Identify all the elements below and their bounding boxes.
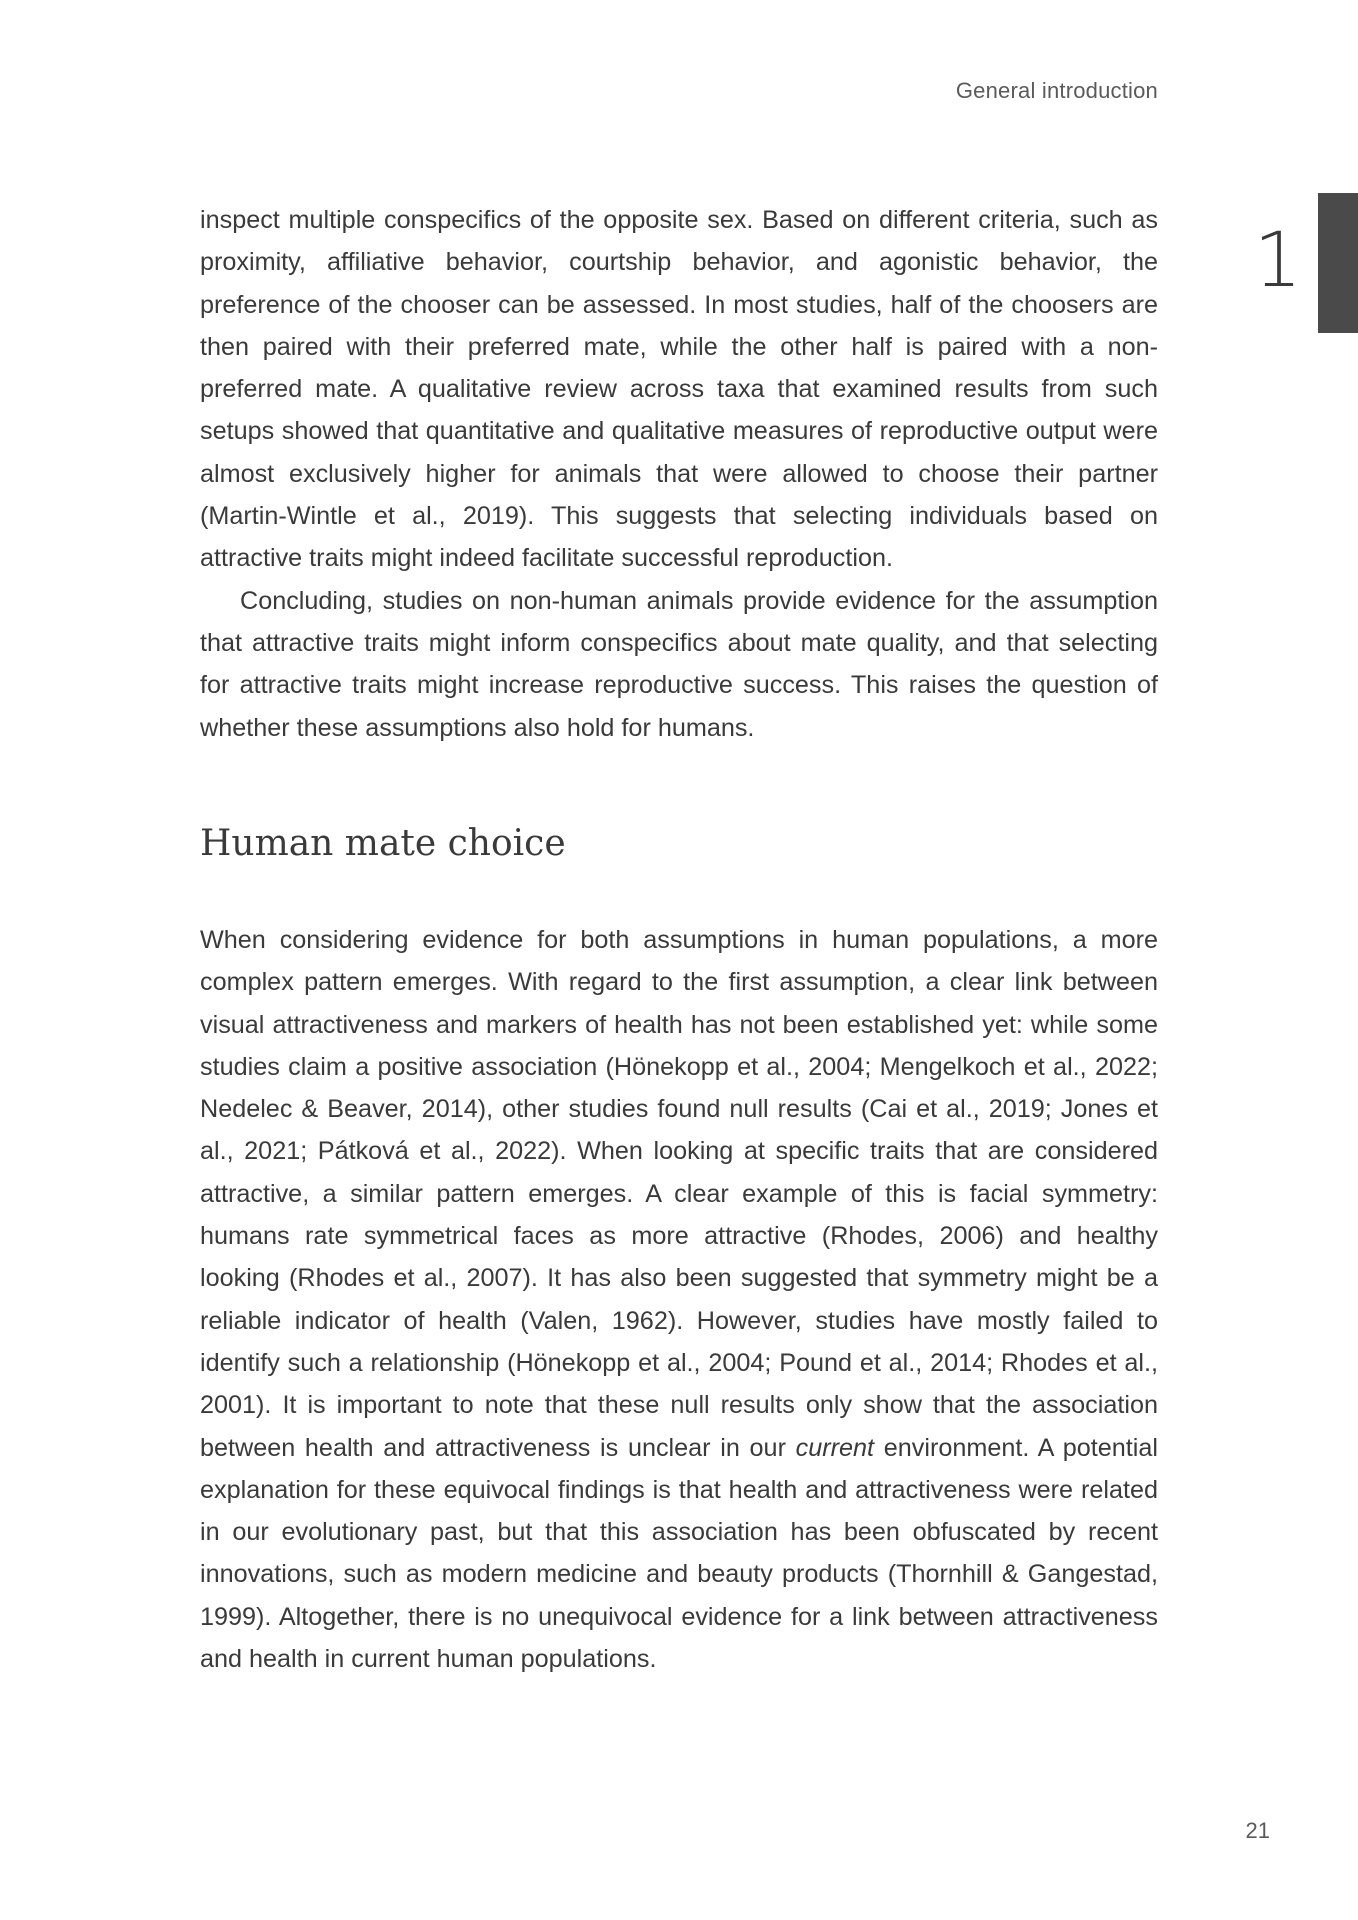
section-heading: Human mate choice: [200, 823, 566, 864]
paragraph-text: When considering evidence for both assumptions in human populations, a more complex pattern emerges. With regard to the first assumption, a clear link between visual attractiveness and markers of health has not been established yet: while some studies claim a positive association (Hönekopp et al., 2004; Mengelkoch et al., 2022; Nedelec & Beaver, 2014), other studies found null results (Cai et al., 2019; Jones et al., 2021; Pátková et al., 2022). When looking at specific traits that are considered attractive, a similar pattern emerges. A clear example of this is facial symmetry: humans rate symmetrical faces as more attractive (Rhodes, 2006) and healthy looking (Rhodes et al., 2007). It has also been suggested that symmetry might be a reliable indicator of health (Valen, 1962). However, studies have mostly failed to identify such a relationship (Hönekopp et al., 2004; Pound et al., 2014; Rhodes et al., 2001). It is important to note that these null results only show that the association between health and attractiveness is unclear in our: [200, 926, 1158, 1462]
paragraph: Concluding, studies on non-human animals provide evidence for the assumption that attractive traits might inform conspecifics about mate quality, and that selecting for attractive traits might increase reproductive success. This raises the question of whether these assumptions also hold for humans.: [200, 586, 1158, 742]
paragraph: [200, 919, 1158, 1680]
body-text-section: [200, 919, 1158, 1680]
paragraph: inspect multiple conspecifics of the opposite sex. Based on different criteria, such as proximity, affiliative behavior, courtship behavior, and agonistic behavior, the preference of the chooser can be assessed. In most studies, half of the choosers are then paired with their preferred mate, while the other half is paired with a non-preferred mate. A qualitative review across taxa that examined results from such setups showed that quantitative and qualitative measures of reproductive output were almost exclusively higher for animals that were allowed to choose their partner (Martin-Wintle et al., 2019). This suggests that selecting individuals based on attractive traits might indeed facilitate successful reproduction.: [200, 206, 1158, 573]
chapter-tab-marker: [1318, 193, 1358, 333]
running-header: General introduction: [955, 78, 1158, 103]
emphasis-text: current: [795, 1433, 875, 1462]
page-number: 21: [1245, 1818, 1270, 1843]
body-text-top: [200, 199, 1158, 749]
chapter-number: 1: [1253, 215, 1302, 304]
paragraph-text: environment. A potential explanation for these equivocal findings is that health and attractiveness were related in our evolutionary past, but that this association has been obfuscated by recent innovations, such as modern medicine and beauty products (Thornhill & Gangestad, 1999). Altogether, there is no unequivocal evidence for a link between attractiveness and health in current human populations.: [200, 1433, 1159, 1674]
